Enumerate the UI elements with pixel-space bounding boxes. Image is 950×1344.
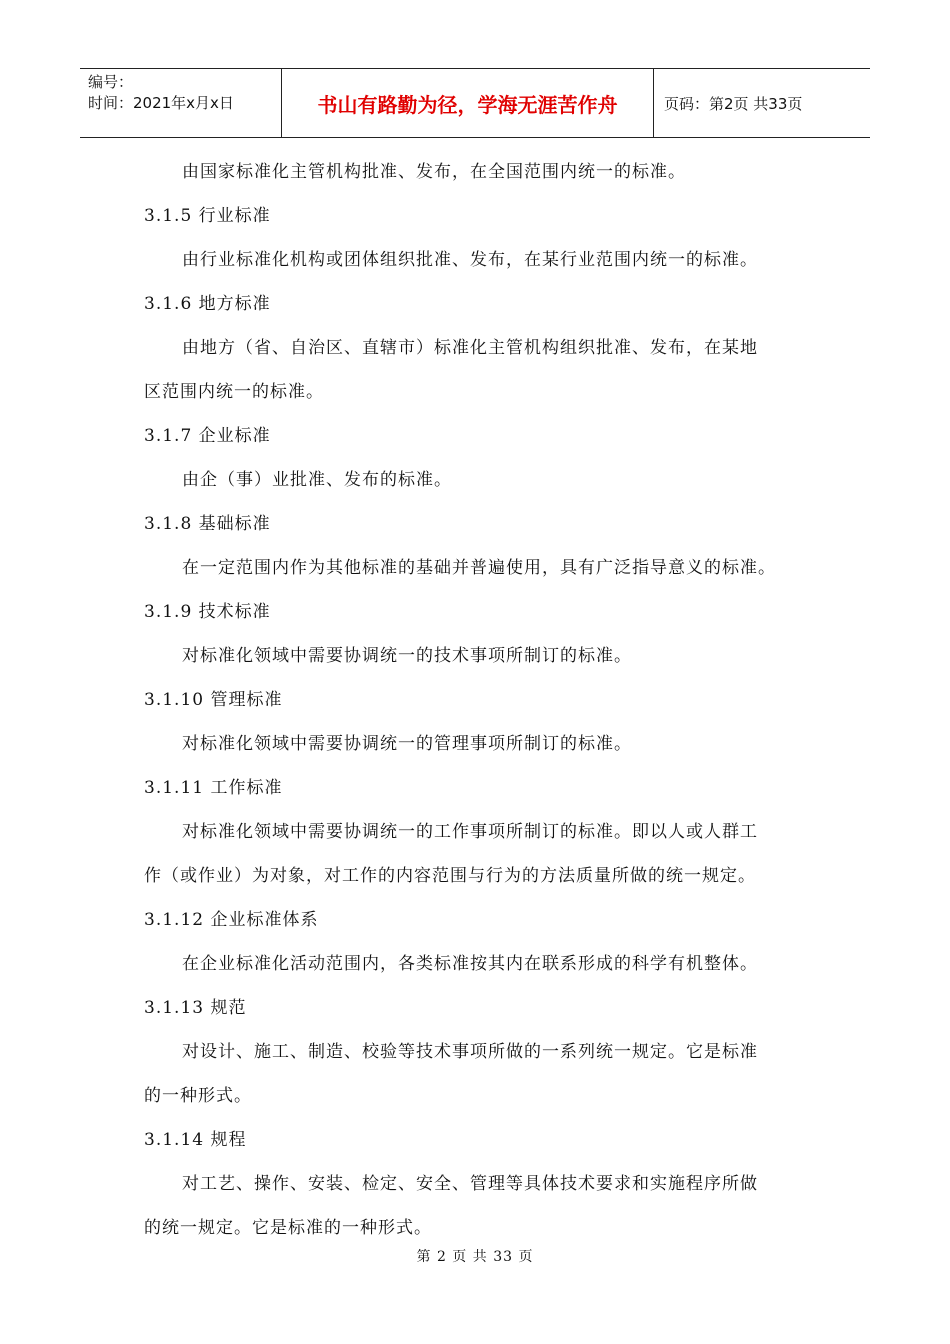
section-heading: 3.1.14 规程 bbox=[144, 1130, 247, 1150]
section-heading: 3.1.7 企业标准 bbox=[144, 426, 271, 446]
paragraph-line: 由企（事）业批准、发布的标准。 bbox=[182, 470, 452, 490]
paragraph-line: 的统一规定。它是标准的一种形式。 bbox=[144, 1218, 432, 1238]
section-heading: 3.1.5 行业标准 bbox=[144, 206, 271, 226]
paragraph-line: 由国家标准化主管机构批准、发布，在全国范围内统一的标准。 bbox=[182, 162, 686, 182]
section-heading: 3.1.12 企业标准体系 bbox=[144, 910, 319, 930]
paragraph-line: 对标准化领域中需要协调统一的技术事项所制订的标准。 bbox=[182, 646, 632, 666]
paragraph-line: 在一定范围内作为其他标准的基础并普遍使用，具有广泛指导意义的标准。 bbox=[182, 558, 776, 578]
page-header bbox=[80, 68, 870, 138]
paragraph-line: 对工艺、操作、安装、检定、安全、管理等具体技术要求和实施程序所做 bbox=[182, 1174, 758, 1194]
section-heading: 3.1.8 基础标准 bbox=[144, 514, 271, 534]
header-page-info: 页码：第2页 共33页 bbox=[664, 94, 803, 113]
section-heading: 3.1.9 技术标准 bbox=[144, 602, 271, 622]
section-heading: 3.1.10 管理标准 bbox=[144, 690, 283, 710]
paragraph-line: 作（或作业）为对象，对工作的内容范围与行为的方法质量所做的统一规定。 bbox=[144, 866, 756, 886]
header-motto: 书山有路勤为径，学海无涯苦作舟 bbox=[282, 69, 654, 137]
paragraph-line: 由行业标准化机构或团体组织批准、发布，在某行业范围内统一的标准。 bbox=[182, 250, 758, 270]
page-footer: 第 2 页 共 33 页 bbox=[416, 1249, 534, 1265]
header-meta bbox=[80, 69, 282, 137]
section-heading: 3.1.11 工作标准 bbox=[144, 778, 283, 798]
paragraph-line: 对标准化领域中需要协调统一的管理事项所制订的标准。 bbox=[182, 734, 632, 754]
time-label: 时间：2021年x月x日 bbox=[88, 94, 234, 112]
paragraph-line: 对设计、施工、制造、校验等技术事项所做的一系列统一规定。它是标准 bbox=[182, 1042, 758, 1062]
document-body bbox=[144, 150, 814, 1250]
section-heading: 3.1.13 规范 bbox=[144, 998, 247, 1018]
paragraph-line: 区范围内统一的标准。 bbox=[144, 382, 324, 402]
paragraph-line: 的一种形式。 bbox=[144, 1086, 252, 1106]
paragraph-line: 对标准化领域中需要协调统一的工作事项所制订的标准。即以人或人群工 bbox=[182, 822, 758, 842]
paragraph-line: 在企业标准化活动范围内，各类标准按其内在联系形成的科学有机整体。 bbox=[182, 954, 758, 974]
number-label: 编号： bbox=[88, 73, 134, 91]
paragraph-line: 由地方（省、自治区、直辖市）标准化主管机构组织批准、发布，在某地 bbox=[182, 338, 758, 358]
section-heading: 3.1.6 地方标准 bbox=[144, 294, 271, 314]
